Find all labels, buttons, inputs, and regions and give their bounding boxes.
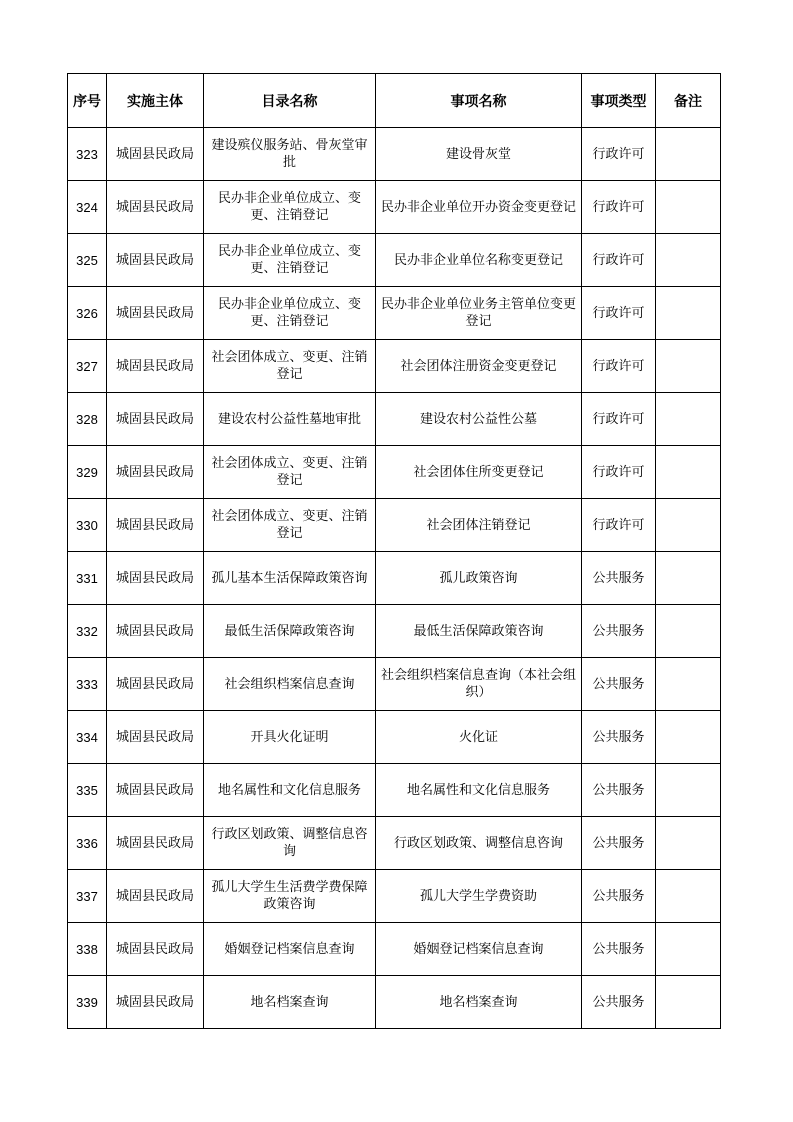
cell-remarks — [656, 605, 721, 658]
cell-agency: 城固县民政局 — [107, 923, 204, 976]
cell-catalog-name: 社会团体成立、变更、注销登记 — [204, 499, 376, 552]
cell-catalog-name: 社会团体成立、变更、注销登记 — [204, 446, 376, 499]
cell-item-type: 行政许可 — [582, 499, 656, 552]
table-body — [68, 128, 721, 1029]
cell-serial: 323 — [68, 128, 107, 181]
cell-item-type: 行政许可 — [582, 340, 656, 393]
cell-serial: 328 — [68, 393, 107, 446]
cell-catalog-name: 建设农村公益性墓地审批 — [204, 393, 376, 446]
cell-serial: 324 — [68, 181, 107, 234]
header-agency: 实施主体 — [107, 74, 204, 128]
table-row — [68, 393, 721, 446]
cell-serial: 336 — [68, 817, 107, 870]
cell-agency: 城固县民政局 — [107, 658, 204, 711]
cell-serial: 325 — [68, 234, 107, 287]
table-row — [68, 287, 721, 340]
cell-remarks — [656, 817, 721, 870]
cell-catalog-name: 社会团体成立、变更、注销登记 — [204, 340, 376, 393]
cell-item-name: 社会团体注册资金变更登记 — [376, 340, 582, 393]
table-row — [68, 499, 721, 552]
cell-remarks — [656, 340, 721, 393]
items-table — [67, 73, 721, 1029]
cell-item-name: 孤儿政策咨询 — [376, 552, 582, 605]
cell-item-type: 公共服务 — [582, 870, 656, 923]
header-item-type: 事项类型 — [582, 74, 656, 128]
cell-remarks — [656, 287, 721, 340]
cell-remarks — [656, 499, 721, 552]
cell-item-type: 公共服务 — [582, 711, 656, 764]
cell-agency: 城固县民政局 — [107, 764, 204, 817]
cell-agency: 城固县民政局 — [107, 393, 204, 446]
cell-item-type: 公共服务 — [582, 764, 656, 817]
cell-agency: 城固县民政局 — [107, 340, 204, 393]
cell-agency: 城固县民政局 — [107, 181, 204, 234]
cell-agency: 城固县民政局 — [107, 552, 204, 605]
table-row — [68, 446, 721, 499]
cell-remarks — [656, 870, 721, 923]
cell-item-type: 行政许可 — [582, 446, 656, 499]
cell-serial: 327 — [68, 340, 107, 393]
table-row — [68, 128, 721, 181]
cell-remarks — [656, 393, 721, 446]
cell-agency: 城固县民政局 — [107, 711, 204, 764]
cell-agency: 城固县民政局 — [107, 870, 204, 923]
cell-item-type: 公共服务 — [582, 923, 656, 976]
cell-item-type: 公共服务 — [582, 605, 656, 658]
cell-catalog-name: 建设殡仪服务站、骨灰堂审批 — [204, 128, 376, 181]
cell-item-name: 民办非企业单位名称变更登记 — [376, 234, 582, 287]
cell-serial: 338 — [68, 923, 107, 976]
cell-item-name: 最低生活保障政策咨询 — [376, 605, 582, 658]
cell-catalog-name: 民办非企业单位成立、变更、注销登记 — [204, 181, 376, 234]
cell-remarks — [656, 128, 721, 181]
cell-catalog-name: 婚姻登记档案信息查询 — [204, 923, 376, 976]
cell-item-name: 地名档案查询 — [376, 976, 582, 1029]
header-catalog-name: 目录名称 — [204, 74, 376, 128]
cell-item-type: 行政许可 — [582, 287, 656, 340]
table-row — [68, 605, 721, 658]
cell-serial: 329 — [68, 446, 107, 499]
cell-item-name: 婚姻登记档案信息查询 — [376, 923, 582, 976]
cell-catalog-name: 孤儿基本生活保障政策咨询 — [204, 552, 376, 605]
table-row — [68, 552, 721, 605]
cell-item-name: 社会团体注销登记 — [376, 499, 582, 552]
cell-agency: 城固县民政局 — [107, 976, 204, 1029]
table-row — [68, 181, 721, 234]
cell-catalog-name: 民办非企业单位成立、变更、注销登记 — [204, 287, 376, 340]
cell-item-name: 社会组织档案信息查询（本社会组织） — [376, 658, 582, 711]
cell-agency: 城固县民政局 — [107, 605, 204, 658]
cell-catalog-name: 民办非企业单位成立、变更、注销登记 — [204, 234, 376, 287]
cell-agency: 城固县民政局 — [107, 287, 204, 340]
cell-agency: 城固县民政局 — [107, 234, 204, 287]
cell-serial: 334 — [68, 711, 107, 764]
cell-agency: 城固县民政局 — [107, 446, 204, 499]
cell-catalog-name: 地名档案查询 — [204, 976, 376, 1029]
cell-item-type: 行政许可 — [582, 234, 656, 287]
cell-serial: 331 — [68, 552, 107, 605]
cell-item-name: 孤儿大学生学费资助 — [376, 870, 582, 923]
table-row — [68, 340, 721, 393]
cell-catalog-name: 孤儿大学生生活费学费保障政策咨询 — [204, 870, 376, 923]
cell-item-type: 公共服务 — [582, 552, 656, 605]
cell-remarks — [656, 658, 721, 711]
header-remarks: 备注 — [656, 74, 721, 128]
cell-serial: 332 — [68, 605, 107, 658]
table-row — [68, 234, 721, 287]
cell-catalog-name: 开具火化证明 — [204, 711, 376, 764]
cell-item-type: 公共服务 — [582, 976, 656, 1029]
cell-item-type: 公共服务 — [582, 817, 656, 870]
cell-catalog-name: 社会组织档案信息查询 — [204, 658, 376, 711]
table-row — [68, 711, 721, 764]
cell-agency: 城固县民政局 — [107, 499, 204, 552]
cell-serial: 333 — [68, 658, 107, 711]
header-serial: 序号 — [68, 74, 107, 128]
cell-catalog-name: 地名属性和文化信息服务 — [204, 764, 376, 817]
cell-agency: 城固县民政局 — [107, 128, 204, 181]
header-item-name: 事项名称 — [376, 74, 582, 128]
cell-serial: 335 — [68, 764, 107, 817]
cell-item-name: 行政区划政策、调整信息咨询 — [376, 817, 582, 870]
table-row — [68, 764, 721, 817]
header-row — [68, 74, 721, 128]
cell-remarks — [656, 976, 721, 1029]
table-row — [68, 870, 721, 923]
cell-agency: 城固县民政局 — [107, 817, 204, 870]
cell-item-name: 火化证 — [376, 711, 582, 764]
cell-serial: 337 — [68, 870, 107, 923]
cell-item-name: 建设骨灰堂 — [376, 128, 582, 181]
table-row — [68, 658, 721, 711]
cell-serial: 330 — [68, 499, 107, 552]
cell-item-type: 公共服务 — [582, 658, 656, 711]
cell-catalog-name: 最低生活保障政策咨询 — [204, 605, 376, 658]
cell-item-type: 行政许可 — [582, 393, 656, 446]
cell-item-name: 社会团体住所变更登记 — [376, 446, 582, 499]
cell-remarks — [656, 552, 721, 605]
cell-serial: 339 — [68, 976, 107, 1029]
cell-serial: 326 — [68, 287, 107, 340]
cell-remarks — [656, 764, 721, 817]
cell-item-name: 地名属性和文化信息服务 — [376, 764, 582, 817]
table-row — [68, 817, 721, 870]
cell-item-type: 行政许可 — [582, 181, 656, 234]
cell-item-type: 行政许可 — [582, 128, 656, 181]
cell-remarks — [656, 181, 721, 234]
cell-remarks — [656, 923, 721, 976]
cell-item-name: 建设农村公益性公墓 — [376, 393, 582, 446]
cell-remarks — [656, 446, 721, 499]
cell-remarks — [656, 234, 721, 287]
cell-remarks — [656, 711, 721, 764]
table-row — [68, 923, 721, 976]
cell-item-name: 民办非企业单位业务主管单位变更登记 — [376, 287, 582, 340]
cell-catalog-name: 行政区划政策、调整信息咨询 — [204, 817, 376, 870]
cell-item-name: 民办非企业单位开办资金变更登记 — [376, 181, 582, 234]
table-row — [68, 976, 721, 1029]
